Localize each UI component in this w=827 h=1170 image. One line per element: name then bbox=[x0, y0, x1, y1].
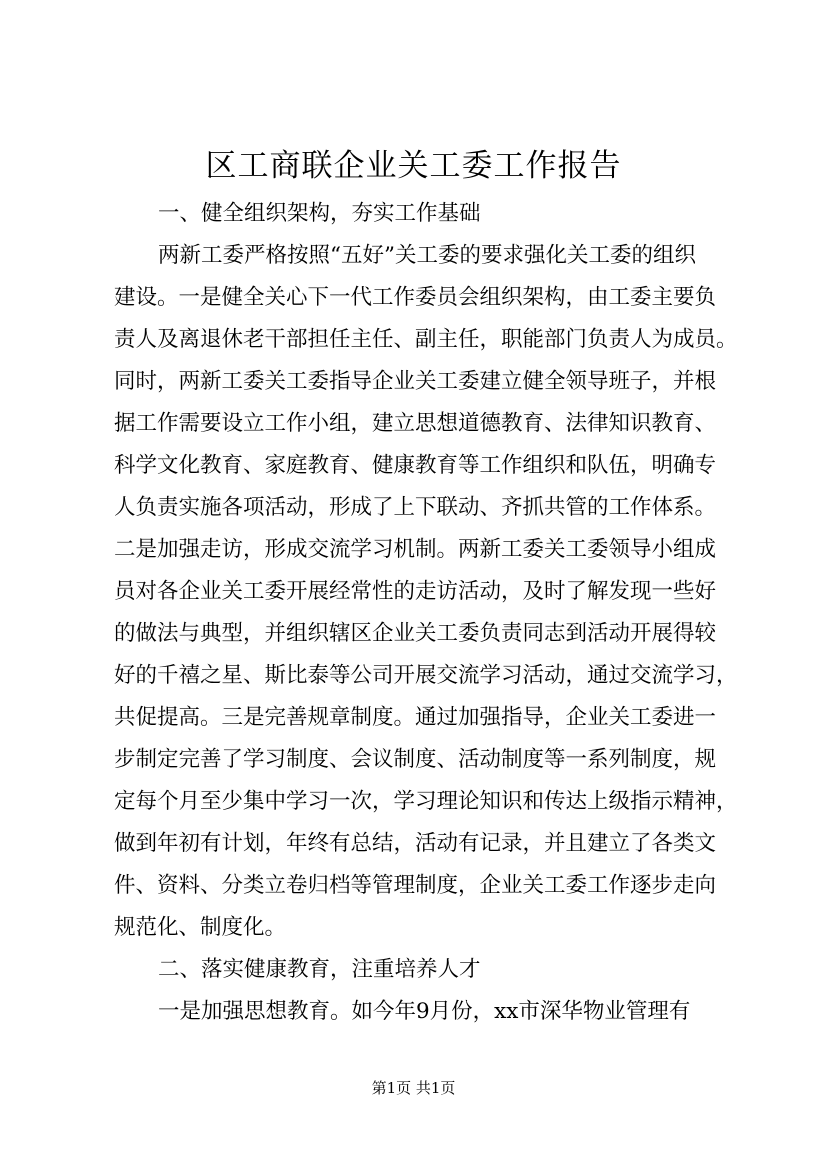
paragraph-line: 据工作需要设立工作小组，建立思想道德教育、法律知识教育、 bbox=[114, 411, 717, 436]
paragraph-line: 定每个月至少集中学习一次，学习理论知识和传达上级指示精神， bbox=[114, 789, 738, 814]
paragraph-line: 人负责实施各项活动，形成了上下联动、齐抓共管的工作体系。 bbox=[114, 495, 717, 520]
paragraph-line: 责人及离退休老干部担任主任、副主任，职能部门负责人为成员。 bbox=[114, 327, 738, 352]
section-heading-2: 二、落实健康教育，注重培养人才 bbox=[158, 957, 481, 982]
document-title: 区工商联企业关工委工作报告 bbox=[205, 148, 622, 184]
section-heading-1: 一、健全组织架构，夯实工作基础 bbox=[158, 201, 481, 226]
paragraph-line: 共促提高。三是完善规章制度。通过加强指导，企业关工委进一 bbox=[114, 705, 717, 730]
paragraph-line: 两新工委严格按照“五好”关工委的要求强化关工委的组织 bbox=[158, 243, 696, 268]
paragraph-line: 做到年初有计划，年终有总结，活动有记录，并且建立了各类文 bbox=[114, 831, 717, 856]
paragraph-line: 同时，两新工委关工委指导企业关工委建立健全领导班子，并根 bbox=[114, 369, 717, 394]
paragraph-line: 科学文化教育、家庭教育、健康教育等工作组织和队伍，明确专 bbox=[114, 453, 717, 478]
paragraph-line: 的做法与典型，并组织辖区企业关工委负责同志到活动开展得较 bbox=[114, 621, 717, 646]
paragraph-line: 规范化、制度化。 bbox=[114, 915, 287, 940]
paragraph-line: 一是加强思想教育。如今年9月份，xx市深华物业管理有 bbox=[158, 999, 691, 1024]
paragraph-line: 二是加强走访，形成交流学习机制。两新工委关工委领导小组成 bbox=[114, 537, 717, 562]
paragraph-line: 件、资料、分类立卷归档等管理制度，企业关工委工作逐步走向 bbox=[114, 873, 717, 898]
paragraph-line: 员对各企业关工委开展经常性的走访活动，及时了解发现一些好 bbox=[114, 579, 717, 604]
paragraph-line: 步制定完善了学习制度、会议制度、活动制度等一系列制度，规 bbox=[114, 747, 717, 772]
paragraph-line: 建设。一是健全关心下一代工作委员会组织架构，由工委主要负 bbox=[114, 285, 717, 310]
paragraph-line: 好的千禧之星、斯比泰等公司开展交流学习活动，通过交流学习， bbox=[114, 663, 738, 688]
page-footer: 第1页 共1页 bbox=[371, 1079, 456, 1097]
